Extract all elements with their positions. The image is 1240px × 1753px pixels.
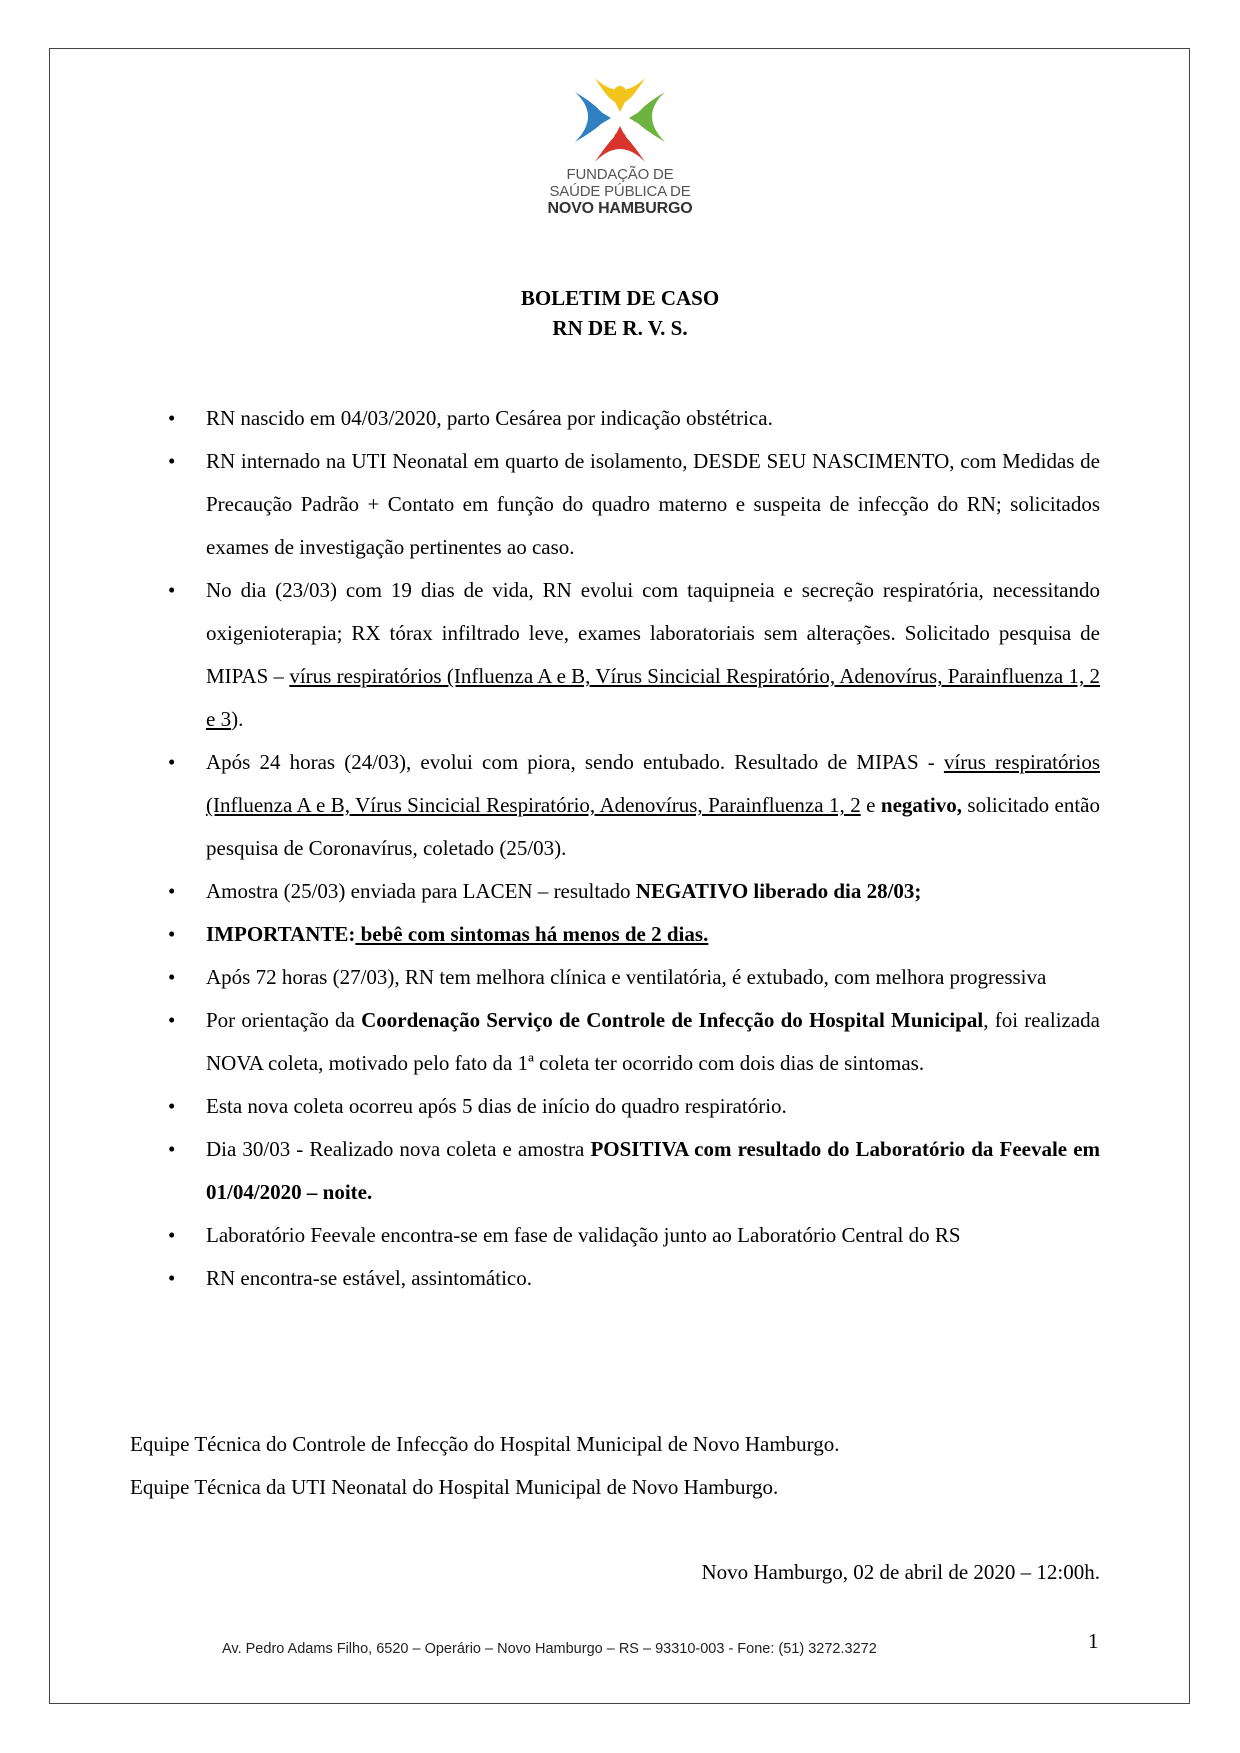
list-item <box>160 1257 1100 1300</box>
bold-text: NEGATIVO liberado dia 28/03; <box>635 879 922 903</box>
team-signature <box>130 1423 840 1509</box>
item-text: e <box>860 793 881 817</box>
item-text: RN nascido em 04/03/2020, parto Cesárea por indicação obstétrica. <box>206 406 773 430</box>
date-line: Novo Hamburgo, 02 de abril de 2020 – 12:00h. <box>701 1560 1100 1584</box>
logo-line-2: SAÚDE PÚBLICA DE <box>549 183 691 200</box>
list-item <box>160 1085 1100 1128</box>
list-item <box>160 999 1100 1085</box>
bold-text: POSITIVA com resultado do Laboratório da Feevale em 01/04/2020 – noite. <box>206 1137 1101 1204</box>
item-text: RN encontra-se estável, assintomático. <box>206 1266 532 1290</box>
list-item <box>160 956 1100 999</box>
underlined-bold-text: bebê com sintomas há menos de 2 dias. <box>355 922 709 946</box>
item-text: Esta nova coleta ocorreu após 5 dias de início do quadro respiratório. <box>206 1094 787 1118</box>
list-item <box>160 1214 1100 1257</box>
bold-text: negativo, <box>880 793 962 817</box>
list-item <box>160 569 1100 741</box>
document-title: BOLETIM DE CASO <box>520 286 720 310</box>
underlined-text: vírus respiratórios (Influenza A e B, Vírus Sincicial Respiratório, Adenovírus, Parainfluenza 1, 2 e 3 <box>206 664 1101 731</box>
item-text: Após 24 horas (24/03), evolui com piora, sendo entubado. Resultado de MIPAS - <box>206 750 944 774</box>
list-item <box>160 397 1100 440</box>
item-text: Amostra (25/03) enviada para LACEN – resultado <box>206 879 636 903</box>
list-item <box>160 870 1100 913</box>
item-text: Dia 30/03 - Realizado nova coleta e amostra <box>206 1137 591 1161</box>
logo-line-3: NOVO HAMBURGO <box>547 200 693 217</box>
bold-text: IMPORTANTE: <box>206 922 356 946</box>
list-item <box>160 913 1100 956</box>
people-logo-icon <box>573 72 667 164</box>
item-text: No dia (23/03) com 19 dias de vida, RN evolui com taquipneia e secreção respiratória, necessitando oxigenioterapia; RX tórax infiltrado leve, exames laboratoriais sem alterações. Solicitado pesquisa de MIPAS – <box>206 578 1100 688</box>
footer-address: Av. Pedro Adams Filho, 6520 – Operário – Novo Hamburgo – RS – 93310-003 - Fone: (51) 3272.3272 <box>222 1641 877 1657</box>
underlined-text: vírus respiratórios (Influenza A e B, Vírus Sincicial Respiratório, Adenovírus, Parainfluenza 1, 2 <box>206 750 1100 817</box>
item-text: solicitado então pesquisa de Coronavírus, coletado (25/03). <box>206 793 1100 860</box>
case-bullet-list <box>160 397 1100 1300</box>
list-item <box>160 1128 1100 1214</box>
list-item <box>160 741 1100 870</box>
item-text: Laboratório Feevale encontra-se em fase de validação junto ao Laboratório Central do RS <box>206 1223 961 1247</box>
item-text: RN internado na UTI Neonatal em quarto de isolamento, DESDE SEU NASCIMENTO, com Medidas de Precaução Padrão + Contato em função do quadro materno e suspeita de infecção do RN; solicitados exames de investigação pertinentes ao caso. <box>206 449 1100 559</box>
page-number: 1 <box>1088 1629 1099 1653</box>
team-line-1: Equipe Técnica do Controle de Infecção do Hospital Municipal de Novo Hamburgo. <box>130 1432 840 1456</box>
bold-text: Coordenação Serviço de Controle de Infecção do Hospital Municipal <box>361 1008 984 1032</box>
list-item <box>160 440 1100 569</box>
item-text: , foi realizada NOVA coleta, motivado pelo fato da 1ª coleta ter ocorrido com dois dias de sintomas. <box>206 1008 1101 1075</box>
item-text: Após 72 horas (27/03), RN tem melhora clínica e ventilatória, é extubado, com melhora progressiva <box>206 965 1047 989</box>
team-line-2: Equipe Técnica da UTI Neonatal do Hospital Municipal de Novo Hamburgo. <box>130 1475 779 1499</box>
foundation-logo <box>535 72 705 232</box>
logo-line-1: FUNDAÇÃO DE <box>566 166 674 183</box>
document-subtitle: RN DE R. V. S. <box>552 316 688 340</box>
item-text: Por orientação da <box>206 1008 362 1032</box>
item-text: ). <box>231 707 244 731</box>
